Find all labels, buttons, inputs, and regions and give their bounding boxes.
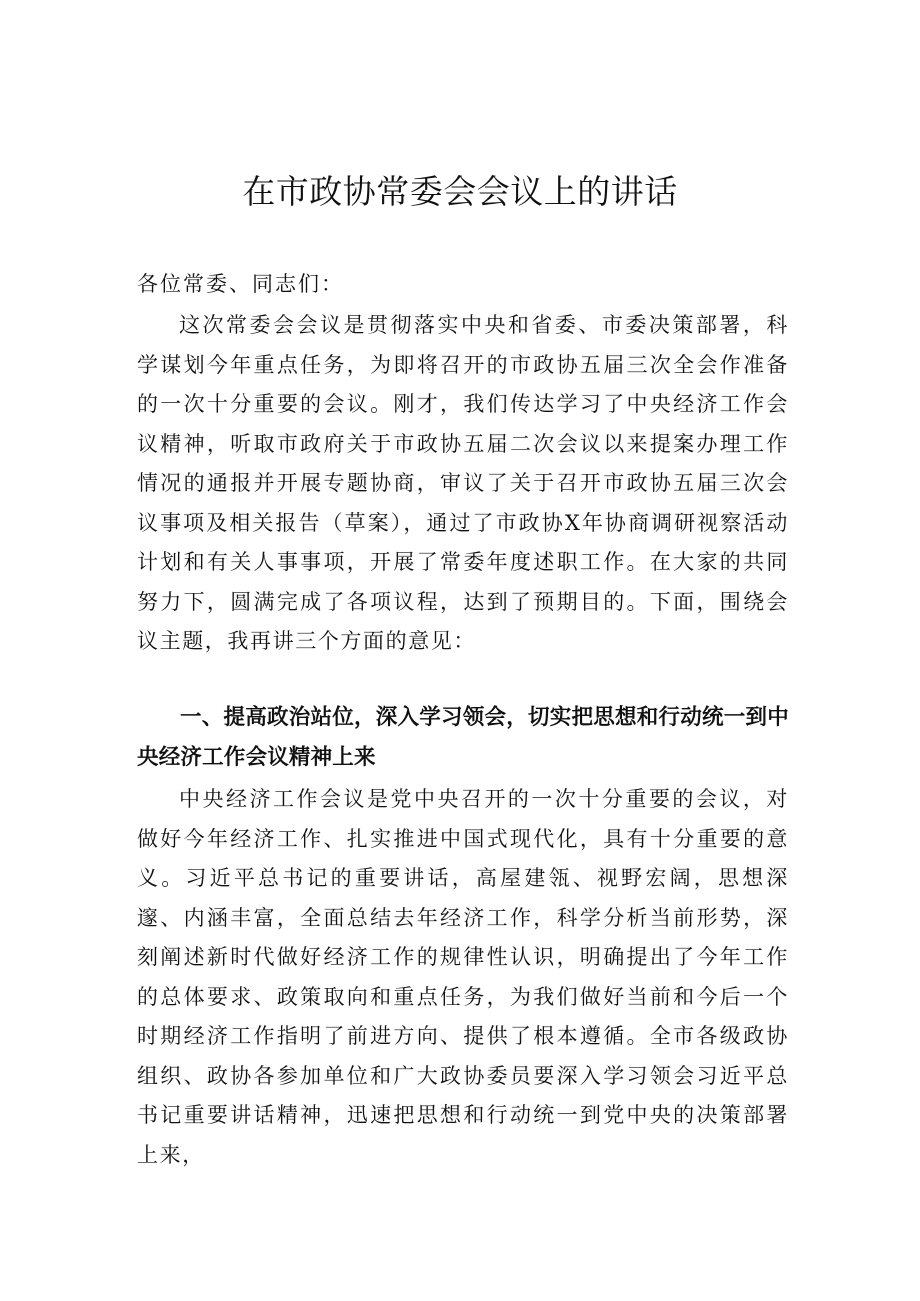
section-heading-1: 一、提高政治站位，深入学习领会，切实把思想和行动统一到中央经济工作会议精神上来 (137, 705, 789, 770)
salutation: 各位常委、同志们： (137, 272, 344, 296)
body-paragraph-intro: 这次常委会会议是贯彻落实中央和省委、市委决策部署，科学谋划今年重点任务，为即将召开的市政协五届三次全会作准备的一次十分重要的会议。刚才，我们传达学习了中央经济工作会议精神，听取市政府关于市政协五届二次会议以来提案办理工作情况的通报并开展专题协商，审议了关于召开市政协五届三次会议事项及相关报告（草案），通过了市政协X年协商调研视察活动计划和有关人事事项，开展了常委年度述职工作。在大家的共同努力下，圆满完成了各项议程，达到了预期目的。下面，围绕会议主题，我再讲三个方面的意见： (137, 313, 789, 653)
document-title: 在市政协常委会会议上的讲话 (242, 172, 678, 211)
body-paragraph-section-1: 中央经济工作会议是党中央召开的一次十分重要的会议，对做好今年经济工作、扎实推进中国式现代化，具有十分重要的意义。习近平总书记的重要讲话，高屋建瓴、视野宏阔，思想深邃、内涵丰富，全面总结去年经济工作，科学分析当前形势，深刻阐述新时代做好经济工作的规律性认识，明确提出了今年工作的总体要求、政策取向和重点任务，为我们做好当前和今后一个时期经济工作指明了前进方向、提供了根本遵循。全市各级政协组织、政协各参加单位和广大政协委员要深入学习领会习近平总书记重要讲话精神，迅速把思想和行动统一到党中央的决策部署上来， (137, 787, 789, 1167)
